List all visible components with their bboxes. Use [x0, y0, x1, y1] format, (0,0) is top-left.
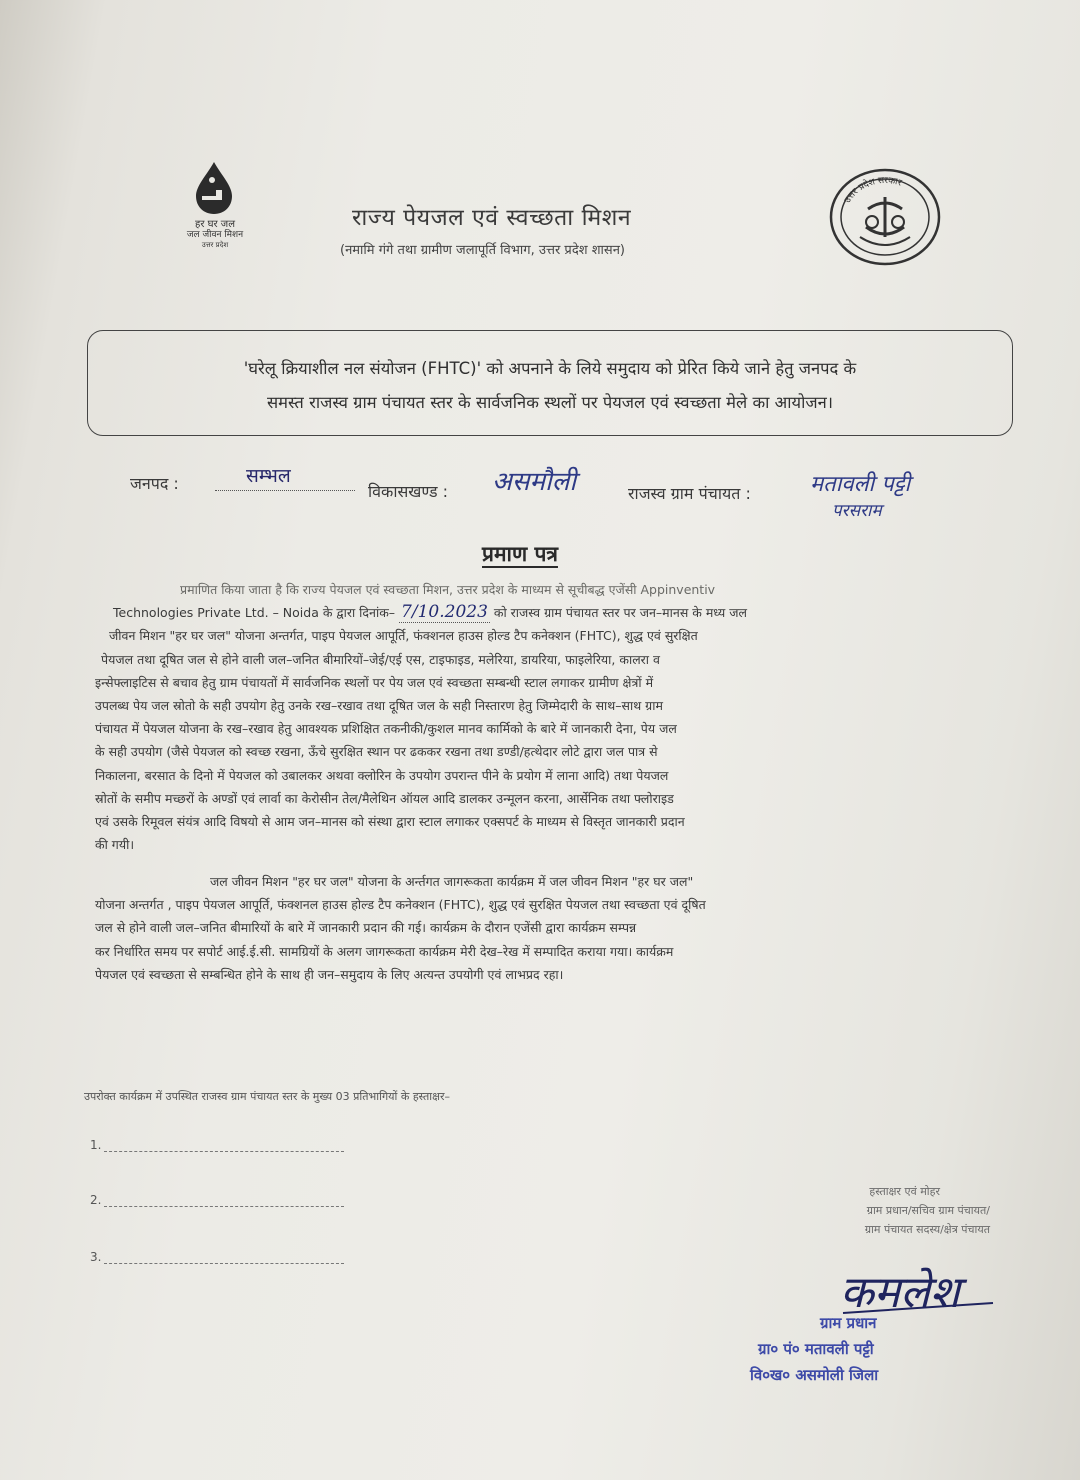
para1-line-12: की गयी। [95, 837, 135, 853]
mission-subtitle: (नमामि गंगे तथा ग्रामीण जलापूर्ति विभाग, उत्तर प्रदेश शासन) [340, 243, 625, 258]
heading-line-1: 'घरेलू क्रियाशील नल संयोजन (FHTC)' को अपनाने के लिये समुदाय को प्रेरित किये जाने हेतु जनपद के [243, 359, 857, 378]
signatory-designation [730, 1182, 990, 1239]
signatory-line-1: हस्ताक्षर एवं मोहर [869, 1185, 940, 1198]
para1-line-8: के सही उपयोग (जैसे पेयजल को स्वच्छ रखना, ऊँचे सुरक्षित स्थान पर ढककर रखना तथा डण्डी/हत्थेदार लोटे द्वारा जल पात्र से [95, 744, 658, 760]
para2-line-5: पेयजल एवं स्वच्छता से सम्बन्धित होने के साथ ही जन–समुदाय के लिए अत्यन्त उपयोगी एवं लाभप्रद रहा। [95, 966, 564, 982]
logo-caption-1: हर घर जल [195, 219, 235, 230]
signature-number-3: 3. [90, 1250, 102, 1264]
para1-line-2b: को राजस्व ग्राम पंचायत स्तर पर जन–मानस के मध्य जल [493, 605, 747, 621]
signature-number-2: 2. [90, 1193, 102, 1207]
para1-line-5: इन्सेफ्लाइटिस से बचाव हेतु ग्राम पंचायतों में सार्वजनिक स्थलों पर पेय जल एवं स्वच्छता सम्बन्धी स्टाल लगाकर ग्रामीण क्षेत्रों में [95, 674, 654, 690]
certificate-paragraph-1 [95, 578, 1005, 856]
signature-text: कमलेश [840, 1267, 960, 1318]
water-drop-icon [192, 160, 236, 216]
para1-line-7: पंचायत में पेयजल योजना के रख–रखाव हेतु आवश्यक प्रशिक्षित तकनीकी/कुशल मानव कार्मिको के बारे में जानकारी देना, पेय जल [95, 721, 677, 737]
event-date: 7/10.2023 [401, 602, 488, 623]
para1-line-4: पेयजल तथा दूषित जल से होने वाली जल–जनित बीमारियों–जेई/एई एस, टाइफाइड, मलेरिया, डायरिया, फाइलेरिया, कालरा व [101, 651, 660, 667]
district-dotted-line [215, 490, 355, 491]
gram-panchayat-label: राजस्व ग्राम पंचायत : [628, 484, 751, 503]
para2-line-4: कर निर्धारित समय पर सपोर्ट आई.ई.सी. सामग्रियों के अलग जागरूकता कार्यक्रम मेरी देख–रेख में सम्पादित कराया गया। कार्यक्रम [95, 943, 674, 959]
heading-line-2: समस्त राजस्व ग्राम पंचायत स्तर के सार्वजनिक स्थलों पर पेयजल एवं स्वच्छता मेले का आयोजन। [266, 393, 834, 412]
signatory-line-2: ग्राम प्रधान/सचिव ग्राम पंचायत/ [866, 1204, 990, 1217]
participants-signature-intro: उपरोक्त कार्यक्रम में उपस्थित राजस्व ग्राम पंचायत स्तर के मुख्य 03 प्रतिभागियों के हस्ताक्षर– [84, 1090, 450, 1103]
stamp-line-3: वि०ख० असमोली जिला [750, 1366, 879, 1384]
logo-caption-2: जल जीवन मिशन [186, 230, 244, 240]
gram-pradhan-stamp [750, 1310, 990, 1388]
certificate-paragraph-2 [95, 870, 1005, 986]
stamp-title: ग्राम प्रधान [820, 1314, 877, 1332]
signature-line-3 [90, 1250, 350, 1268]
para2-line-1: जल जीवन मिशन "हर घर जल" योजना के अर्न्तगत जागरूकता कार्यक्रम में जल जीवन मिशन "हर घर जल" [210, 874, 694, 889]
para2-line-3: जल से होने वाली जल–जनित बीमारियों के बारे में जानकारी प्रदान की गई। कार्यक्रम के दौरान एजेंसी द्वारा कार्यक्रम सम्पन्न [95, 920, 637, 936]
para2-line-2: योजना अन्तर्गत , पाइप पेयजल आपूर्ति, फंक्शनल हाउस होल्ड टैप कनेक्शन (FHTC), शुद्ध एवं सुरक्षित पेयजल तथा स्वच्छता एवं दूषित [95, 897, 706, 913]
para1-line-2a: Technologies Private Ltd. – Noida के द्वारा दिनांक– [113, 605, 396, 621]
har-ghar-jal-logo [170, 160, 260, 255]
mission-title: राज्य पेयजल एवं स्वच्छता मिशन [352, 205, 632, 231]
signature-line-1 [90, 1138, 350, 1156]
signature-number-1: 1. [90, 1138, 102, 1152]
event-heading-box [87, 330, 1013, 436]
para1-line-11: एवं उसके रिमूवल संयंत्र आदि विषयो से आम जन–मानस को संस्था द्वारा स्टाल लगाकर एक्सपर्ट के माध्यम से विस्तृत जानकारी प्रदान [95, 814, 685, 830]
para1-line-9: निकालना, बरसात के दिनो में पेयजल को उबालकर अथवा क्लोरिन के उपयोग उपरान्त पीने के प्रयोग में लाना आदि) तथा पेयजल [95, 767, 669, 783]
para1-line-3: जीवन मिशन "हर घर जल" योजना अन्तर्गत, पाइप पेयजल आपूर्ति, फंक्शनल हाउस होल्ड टैप कनेक्शन (FHTC), शुद्ध एवं सुरक्षित [109, 628, 698, 644]
up-government-seal-icon [828, 167, 943, 267]
block-value: असमौली [492, 467, 577, 497]
seal-text: उत्तर प्रदेश सरकार [842, 175, 903, 206]
para1-line-10: स्रोतों के समीप मच्छरों के अण्डों एवं लार्वा का केरोसीन तेल/मैलेथिन ऑयल आदि डालकर उन्मूलन करना, आर्सेनिक तथा फ्लोराइड [95, 790, 674, 806]
stamp-line-2: ग्रा० पं० मतावली पट्टी [758, 1340, 874, 1358]
block-label: विकासखण्ड : [368, 482, 449, 501]
signatory-line-3: ग्राम पंचायत सदस्य/क्षेत्र पंचायत [864, 1223, 990, 1236]
logo-caption-3: उत्तर प्रदेश [201, 241, 229, 249]
para1-line-1: प्रमाणित किया जाता है कि राज्य पेयजल एवं स्वच्छता मिशन, उत्तर प्रदेश के माध्यम से सूचीबद्ध एजेंसी Appinventiv [180, 582, 716, 597]
district-label: जनपद : [130, 474, 179, 493]
gram-panchayat-value-1: मतावली पट्टी [810, 472, 911, 497]
para1-line-6: उपलब्ध पेय जल स्रोतो के सही उपयोग हेतु उनके रख–रखाव तथा दूषित जल के सही निस्तारण हेतु जिम्मेदारी के साथ–साथ ग्राम [95, 698, 663, 714]
signature-line-2 [90, 1193, 350, 1211]
certificate-title: प्रमाण पत्र [482, 542, 558, 566]
gram-panchayat-value-2: परसराम [832, 501, 882, 521]
district-value: सम्भल [246, 465, 291, 487]
